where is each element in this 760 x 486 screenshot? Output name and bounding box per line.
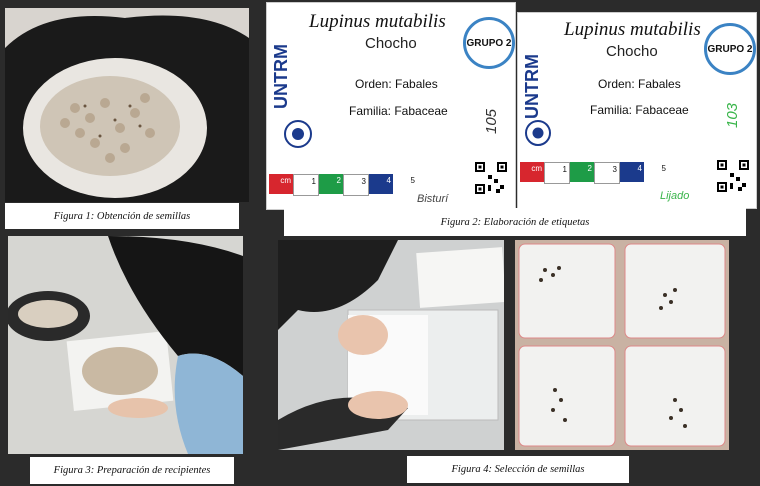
figure-4-photo-right [515,240,729,450]
family-text: Familia: Fabaceae [349,104,448,118]
svg-text:UNTRM: UNTRM [271,44,291,109]
ruler-scale: cm 1 2 3 4 5 [520,162,668,194]
qr-code-icon [474,161,508,195]
group-badge: GRUPO 2 [463,17,515,69]
seed-trays-image [515,240,729,450]
group-badge: GRUPO 2 [704,23,756,75]
figure-3-caption: Figura 3: Preparación de recipientes [30,457,234,484]
species-name: Lupinus mutabilis [564,19,701,40]
order-text: Orden: Fabales [355,77,438,91]
family-text: Familia: Fabaceae [590,103,689,117]
seed-selection-image [278,240,504,450]
university-seal-icon [524,119,552,147]
order-text: Orden: Fabales [598,77,681,91]
species-name: Lupinus mutabilis [309,11,446,32]
label-number: 103 [724,102,742,129]
svg-text:UNTRM: UNTRM [522,54,542,119]
untrm-logo-text [520,21,546,121]
label-card-2 [517,12,757,209]
common-name: Chocho [365,35,417,52]
common-name: Chocho [606,43,658,60]
ruler-scale: cm 1 2 3 4 5 [269,174,417,206]
figure-2-caption: Figura 2: Elaboración de etiquetas [284,208,746,236]
figure-4-caption: Figura 4: Selección de semillas [407,456,629,483]
seed-bag-image [5,8,249,202]
university-seal-icon [283,119,313,149]
figure-1-photo [5,8,249,202]
container-preparation-image [8,236,243,454]
figure-1-caption: Figura 1: Obtención de semillas [5,203,239,229]
qr-code-icon [716,159,750,193]
label-number: 105 [483,108,501,135]
label-card-1 [266,2,516,210]
tool-text: Lijado [660,190,690,202]
tool-text: Bisturí [417,193,449,205]
untrm-logo-text [269,11,295,111]
figure-4-photo-left [278,240,504,450]
figure-3-photo [8,236,243,454]
